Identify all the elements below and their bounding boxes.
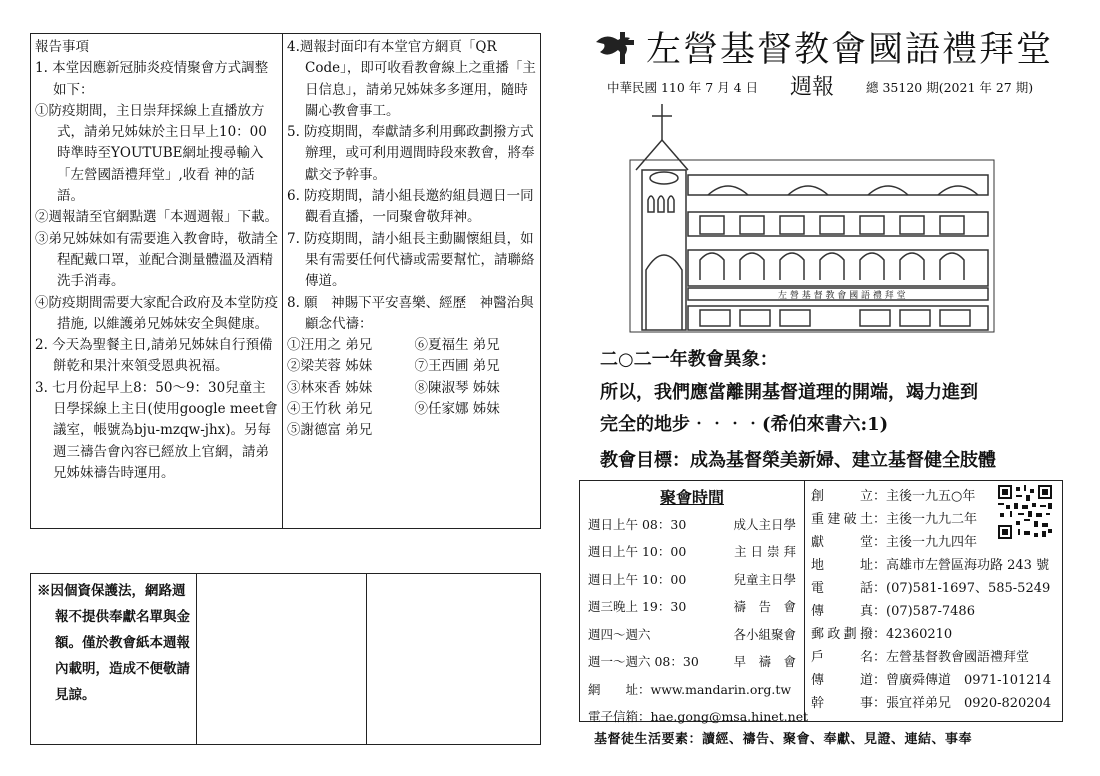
info-box (579, 480, 1063, 725)
bulletin-date: 中華民國 110 年 7 月 4 日 (607, 80, 759, 95)
privacy-note: ※因個資保護法，網路週報不提供奉獻名單與金額。僅於教會紙本週報內載明，造成不便敬請見諒。 (37, 583, 190, 703)
meetings-section (580, 481, 809, 725)
meeting-time: 週日上午 08：30 (588, 516, 687, 532)
meeting-name: 禱 告 會 (733, 599, 796, 615)
meeting-time: 週日上午 10：00 (588, 544, 687, 560)
announcement-item: ②週報請至官網點選「本週週報」下載。 (35, 209, 278, 226)
info-label: 傳真 (811, 604, 873, 619)
info-value: ：張宜祥弟兄 0920-820204 (873, 696, 1052, 711)
prayer-list (287, 335, 536, 441)
info-label: 重建破土 (811, 512, 873, 527)
building-sign: 左 營 基 督 教 會 國 語 禮 拜 堂 (778, 291, 906, 301)
announcement-item: 3. 七月份起早上8：50～9：30兒童主日學採線上主日(使用google meet會議室，帳號為bju-mzqw-jhx)。另每週三禱告會內容已經放上官網，請弟兄姊妹禱告時運用。 (35, 379, 278, 481)
church-info-row (811, 552, 1062, 575)
info-value: ：(07)581-1697、585-5249 (873, 581, 1051, 596)
info-label: 獻堂 (811, 535, 873, 550)
meeting-row (588, 538, 796, 566)
announcements-right-column (283, 34, 540, 528)
info-value: ：曾廣舜傳道 0971-101214 (873, 673, 1052, 688)
announcements-heading: 報告事項 (35, 39, 89, 55)
info-label: 創立 (811, 489, 873, 504)
announcements-left-column (31, 34, 283, 528)
meeting-name: 主 日 崇 拜 (734, 544, 796, 560)
prayer-name: ③林來香 姊妹 (287, 379, 373, 396)
info-label: 戶名 (811, 650, 873, 665)
meeting-time: 週三晚上 19：30 (588, 599, 687, 615)
church-name: 左營基督教會國語禮拜堂 (646, 30, 1054, 70)
announcement-item: ③弟兄姊妹如有需要進入教會時，敬請全程配戴口罩，並配合測量體溫及酒精洗手消毒。 (35, 230, 278, 290)
offering-table (30, 573, 541, 745)
announcements-panel (30, 33, 541, 529)
announcement-item: 6. 防疫期間，請小組長邀約組員週日一同觀看直播，一同聚會敬拜神。 (287, 188, 534, 226)
info-label: 幹事 (811, 696, 873, 711)
issue-number: 總 35120 期(2021 年 27 期) (866, 80, 1034, 95)
prayer-name: ①汪用之 弟兄 (287, 337, 373, 354)
prayer-name: ⑤謝德富 弟兄 (287, 422, 373, 439)
meeting-name: 各小組聚會 (733, 626, 796, 642)
church-building-illustration (628, 100, 996, 336)
info-value: ：左營基督教會國語禮拜堂 (873, 650, 1030, 665)
info-label: 電話 (811, 581, 873, 596)
meeting-time: 週四～週六 (588, 626, 651, 642)
church-goal: 教會目標：成為基督榮美新婦、建立基督健全肢體 (600, 450, 996, 471)
vision-line-2: 所以，我們應當離開基督道理的開端，竭力進到 (600, 382, 978, 403)
meeting-name: 成人主日學 (733, 516, 796, 532)
church-info-row (811, 690, 1062, 713)
meeting-time: 週一～週六 08：30 (588, 654, 699, 670)
church-info-row (811, 644, 1062, 667)
info-label: 傳道 (811, 673, 873, 688)
prayer-name: ⑦王西圃 弟兄 (414, 358, 500, 375)
church-logo (594, 28, 640, 68)
vision-line-3: 完全的地步‧‧‧‧(希伯來書六:1) (600, 414, 889, 435)
qr-code-icon (998, 485, 1052, 539)
info-value: ：42360210 (873, 627, 953, 642)
info-value: ：主後一九五○年 (873, 489, 976, 504)
announcement-item: 4.週報封面印有本堂官方網頁「QR Code」，即可收看教會線上之重播「主日信息」，請弟兄姊妹多多運用，隨時關心教會事工。 (287, 39, 536, 119)
church-info-row (811, 598, 1062, 621)
footer-life-elements: 基督徒生活要素：讀經、禱告、聚會、奉獻、見證、連結、事奉 (594, 732, 973, 747)
prayer-name: ⑧陳淑琴 姊妹 (414, 379, 500, 396)
announcement-item: 8. 願 神賜下平安喜樂、經歷 神醫治與顧念代禱： (287, 294, 534, 332)
prayer-name: ⑨任家娜 姊妹 (414, 401, 500, 418)
website-link[interactable]: 網 址：www.mandarin.org.tw (588, 681, 792, 697)
meeting-time: 週日上午 10：00 (588, 571, 687, 587)
meeting-row (588, 648, 796, 676)
meeting-row (588, 565, 796, 593)
info-value: ：高雄市左營區海功路 243 號 (873, 558, 1050, 573)
announcement-item: 2. 今天為聖餐主日,請弟兄姊妹自行預備餅乾和果汁來領受恩典祝福。 (35, 337, 273, 375)
qr-code[interactable] (998, 485, 1052, 539)
prayer-name: ②梁芙蓉 姊妹 (287, 358, 373, 375)
info-value: ：主後一九九四年 (873, 535, 978, 550)
church-info-row (811, 621, 1062, 644)
bulletin-title: 週報 (790, 75, 835, 100)
info-value: ：主後一九九二年 (873, 512, 978, 527)
meeting-row (588, 510, 796, 538)
prayer-name (415, 420, 537, 441)
dove-cross-icon (594, 28, 640, 68)
announcement-item: 1. 本堂因應新冠肺炎疫情聚會方式調整如下： (35, 60, 269, 98)
info-label: 郵政劃撥 (811, 627, 873, 642)
meeting-name: 兒童主日學 (733, 571, 796, 587)
info-label: 地址 (811, 558, 873, 573)
meeting-name: 早 禱 會 (733, 654, 796, 670)
meeting-row (588, 593, 796, 621)
meetings-title: 聚會時間 (659, 488, 724, 507)
offering-column-2 (197, 574, 367, 744)
info-value: ：(07)587-7486 (873, 604, 975, 619)
church-info-row (811, 667, 1062, 690)
email-address[interactable]: 電子信箱：hae.gong@msa.hinet.net (588, 709, 809, 725)
prayer-name: ④王竹秋 弟兄 (287, 401, 373, 418)
announcement-item: 7. 防疫期間，請小組長主動關懷組員，如果有需要任何代禱或需要幫忙，請聯絡傳道。 (287, 230, 535, 290)
offering-column-3 (367, 574, 540, 744)
church-info-row (811, 575, 1062, 598)
announcement-item: 5. 防疫期間，奉獻請多利用郵政劃撥方式辦理，或可利用週間時段來教會，將奉獻交予幹事。 (287, 124, 535, 183)
announcement-item: ④防疫期間需要大家配合政府及本堂防疫措施, 以維護弟兄姊妹安全與健康。 (35, 294, 278, 332)
vision-line-1: 二○二一年教會異象： (600, 349, 778, 370)
announcement-item: ①防疫期間，主日崇拜採線上直播放方式，請弟兄姊妹於主日早上10：00時準時至YOUTUBE網址搜尋輸入「左營國語禮拜堂」,收看 神的話語。 (35, 102, 267, 205)
prayer-name: ⑥夏福生 弟兄 (414, 337, 500, 354)
meeting-row (588, 620, 796, 648)
